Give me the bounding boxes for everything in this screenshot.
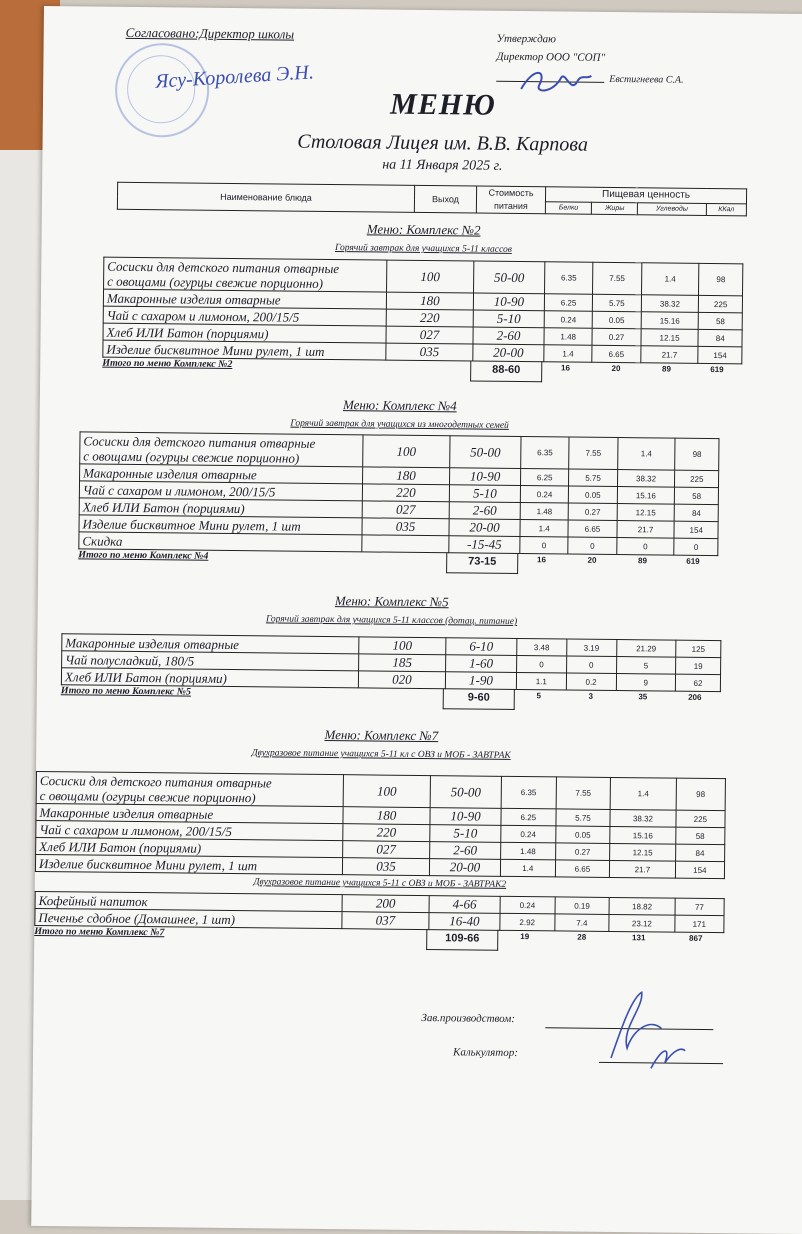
dish-name xyxy=(35,854,342,874)
dish-carbs: 38.32 xyxy=(617,470,675,488)
col-kcal: ККал xyxy=(706,203,746,216)
dish-kcal: 154 xyxy=(674,521,718,538)
dish-cost: 50-00 xyxy=(450,436,521,469)
col-proteins: Белки xyxy=(545,201,591,214)
dish-proteins: 6.25 xyxy=(521,469,569,487)
dish-proteins: 1.48 xyxy=(501,842,556,860)
dish-name-line: Изделие бисквитное Мини рулет, 1 шт xyxy=(82,515,301,534)
dish-proteins: 1.4 xyxy=(500,859,555,877)
dish-name-line: Хлеб ИЛИ Батон (порциями) xyxy=(39,838,202,856)
total-label: Итого по меню Комплекс №7 xyxy=(34,925,165,939)
dish-kcal: 58 xyxy=(675,827,724,845)
dish-name xyxy=(36,771,343,806)
dish-name xyxy=(104,257,387,292)
dish-fats: 0.05 xyxy=(555,826,610,844)
dish-fats: 0.27 xyxy=(592,328,640,346)
dish-kcal: 154 xyxy=(698,346,742,363)
complex-subtitle: Горячий завтрак для учащихся 5-11 классов xyxy=(335,243,512,255)
total-cost: 9-60 xyxy=(443,688,515,710)
total-fats: 3 xyxy=(588,691,594,701)
menu-table xyxy=(61,633,722,692)
dish-fats: 7.4 xyxy=(554,914,609,932)
dish-cost: 5-10 xyxy=(473,310,544,328)
dish-kcal: 84 xyxy=(698,329,742,346)
total-label: Итого по меню Комплекс №5 xyxy=(60,685,191,698)
dish-output: 100 xyxy=(359,637,446,655)
dish-proteins: 3.48 xyxy=(517,638,567,656)
dish-proteins: 0.24 xyxy=(500,896,555,914)
dish-kcal: 58 xyxy=(675,487,719,504)
dish-output: 027 xyxy=(386,326,473,344)
col-fats: Жиры xyxy=(592,202,638,215)
dish-proteins: 0.24 xyxy=(544,311,592,329)
dish-kcal: 98 xyxy=(699,263,743,295)
dish-cost: 2-60 xyxy=(430,842,501,860)
dish-proteins: 6.35 xyxy=(521,437,570,470)
dish-output: 220 xyxy=(343,824,430,842)
dish-carbs: 1.4 xyxy=(610,777,676,810)
complex-title: Меню: Комплекс №5 xyxy=(334,593,449,610)
dish-fats: 6.65 xyxy=(568,520,616,538)
dish-carbs: 15.16 xyxy=(617,487,675,505)
page-subtitle: Столовая Лицея им. В.В. Карпова xyxy=(297,130,589,156)
dish-name-line: Скидка xyxy=(82,532,123,549)
dish-cost: 1-60 xyxy=(446,655,517,673)
dish-name-line: Макаронные изделия отварные xyxy=(106,290,281,307)
dish-carbs: 38.32 xyxy=(610,809,676,827)
dish-name-line: Сосиски для детского питания отварные xyxy=(107,258,340,276)
dish-fats: 0 xyxy=(568,537,616,555)
dish-carbs: 18.82 xyxy=(609,897,675,915)
dish-fats: 0.05 xyxy=(592,311,640,329)
dish-fats: 0.05 xyxy=(569,486,617,504)
dish-name-line: Хлеб ИЛИ Батон (порциями) xyxy=(64,668,227,686)
dish-cost: 16-40 xyxy=(429,913,500,931)
complex-subtitle: Горячий завтрак для учащихся 5-11 классов (дотац. питание) xyxy=(265,614,518,627)
dish-name-line: Изделие бисквитное Мини рулет, 1 шт xyxy=(106,341,325,359)
total-carbs: 89 xyxy=(661,364,671,374)
dish-proteins: 1.1 xyxy=(516,672,566,690)
dish-kcal: 77 xyxy=(675,898,724,916)
dish-carbs: 21.7 xyxy=(610,860,676,878)
dish-cost: 50-00 xyxy=(430,776,501,809)
dish-carbs: 1.4 xyxy=(617,438,675,471)
dish-carbs: 21.29 xyxy=(616,640,676,658)
dish-name-line: Чай с сахаром и лимоном, 200/15/5 xyxy=(106,307,300,325)
dish-carbs: 15.16 xyxy=(610,826,676,844)
dish-output: 100 xyxy=(387,260,474,293)
dish-kcal: 58 xyxy=(699,312,743,329)
dish-fats: 7.55 xyxy=(593,262,642,295)
dish-name-line: Изделие бисквитное Мини рулет, 1 шт xyxy=(38,855,258,873)
dish-proteins: 6.35 xyxy=(545,262,594,295)
dish-name-line: Хлеб ИЛИ Батон (порциями) xyxy=(82,498,245,516)
total-fats: 20 xyxy=(611,363,621,374)
dish-name-line: Хлеб ИЛИ Батон (порциями) xyxy=(106,324,269,341)
dish-fats: 0 xyxy=(566,656,616,674)
dish-proteins: 6.25 xyxy=(501,808,556,826)
dish-proteins: 0 xyxy=(517,655,567,673)
dish-output: 100 xyxy=(363,435,450,468)
dish-fats: 5.75 xyxy=(569,469,617,487)
dish-output: 020 xyxy=(358,671,445,689)
dish-carbs: 5 xyxy=(616,657,676,675)
dish-fats: 5.75 xyxy=(556,809,611,827)
dish-cost: 6-10 xyxy=(446,638,517,656)
menu-table xyxy=(35,771,726,879)
total-label: Итого по меню Комплекс №2 xyxy=(102,357,233,370)
dish-cost: 10-90 xyxy=(450,468,521,486)
dish-output: 180 xyxy=(386,292,473,310)
dish-kcal: 62 xyxy=(675,674,720,691)
dish-kcal: 225 xyxy=(676,810,725,828)
dish-name-line: Макаронные изделия отварные xyxy=(65,634,240,652)
dish-name-line: с овощами (огурцы свежие порционно) xyxy=(39,787,256,805)
complex-subtitle: Двухразовое питание учащихся 5-11 кл с ОВЗ и МОБ - ЗАВТРАК xyxy=(251,748,511,761)
total-fats: 20 xyxy=(587,555,597,565)
dish-fats: 0.27 xyxy=(555,843,610,861)
dish-cost: 2-60 xyxy=(473,327,544,345)
dish-cost: 5-10 xyxy=(449,485,520,503)
dish-kcal: 125 xyxy=(676,640,721,657)
dish-proteins: 1.48 xyxy=(544,328,592,346)
menu-date: на 11 Января 2025 г. xyxy=(382,157,503,174)
confirm-name: Евстигнеева С.А. xyxy=(609,73,684,86)
col-carbs: Углеводы xyxy=(638,202,706,215)
dish-output: 220 xyxy=(386,309,473,327)
dish-carbs: 15.16 xyxy=(641,312,699,330)
complex-title: Меню: Комплекс №2 xyxy=(366,221,481,238)
dish-fats: 7.55 xyxy=(569,437,618,470)
dish-carbs: 12.15 xyxy=(641,329,699,347)
dish-fats: 0.19 xyxy=(555,897,610,915)
dish-cost: 20-00 xyxy=(449,519,520,537)
dish-kcal: 84 xyxy=(675,844,724,862)
dish-proteins: 1.4 xyxy=(520,520,568,538)
production-label: Зав.производством: xyxy=(421,1012,516,1025)
confirm-position: Директор ООО "СОП" xyxy=(496,50,606,64)
dish-output: 100 xyxy=(343,775,430,808)
dish-output: 185 xyxy=(359,654,446,672)
dish-proteins: 2.92 xyxy=(500,913,555,931)
total-cost: 109-66 xyxy=(426,929,498,951)
dish-cost: 10-90 xyxy=(473,293,544,311)
dish-name xyxy=(80,432,363,467)
menu-table xyxy=(102,257,743,365)
calculator-label: Калькулятор: xyxy=(453,1046,518,1060)
dish-carbs: 0 xyxy=(616,538,674,556)
dish-name-line: Макаронные изделия отварные xyxy=(83,464,257,482)
dish-cost: 4-66 xyxy=(429,896,500,914)
dish-proteins: 0 xyxy=(520,537,568,555)
total-cost: 73-15 xyxy=(446,552,518,574)
dish-output: 035 xyxy=(362,518,449,536)
dish-carbs: 1.4 xyxy=(641,263,699,296)
dish-name-line: Чай полусладкий, 180/5 xyxy=(65,651,195,669)
total-kcal: 206 xyxy=(688,692,702,702)
dish-kcal: 225 xyxy=(699,295,743,312)
menu-sheet xyxy=(31,6,802,1234)
total-carbs: 131 xyxy=(632,933,646,943)
dish-kcal: 0 xyxy=(674,538,718,555)
dish-fats: 0.2 xyxy=(566,673,616,691)
dish-kcal: 84 xyxy=(675,504,719,521)
total-label: Итого по меню Комплекс №4 xyxy=(78,549,209,562)
col-cost: Стоимость питания xyxy=(476,186,545,214)
dish-cost: 20-00 xyxy=(473,344,544,362)
dish-kcal: 171 xyxy=(675,915,724,933)
dish-output: 180 xyxy=(363,467,450,485)
total-carbs: 35 xyxy=(638,692,648,702)
dish-output: 200 xyxy=(342,895,429,913)
dish-carbs: 21.7 xyxy=(617,521,675,539)
dish-fats: 3.19 xyxy=(566,639,616,657)
dish-name-line: Чай с сахаром и лимоном, 200/15/5 xyxy=(82,481,276,499)
director-signature: Ясу-Королева Э.Н. xyxy=(154,61,315,93)
dish-cost: 20-00 xyxy=(429,859,500,877)
total-proteins: 5 xyxy=(536,691,542,701)
dish-cost: 50-00 xyxy=(474,261,545,294)
total-kcal: 867 xyxy=(689,933,703,943)
dish-kcal: 225 xyxy=(675,470,719,487)
total-proteins: 19 xyxy=(520,932,530,942)
dish-carbs: 23.12 xyxy=(609,914,675,932)
dish-name-line: Чай с сахаром и лимоном, 200/15/5 xyxy=(39,821,232,839)
dish-output: 220 xyxy=(362,484,449,502)
dish-cost: 1-90 xyxy=(445,672,516,690)
dish-cost: 10-90 xyxy=(430,808,501,826)
total-carbs: 89 xyxy=(637,556,647,566)
dish-proteins: 1.4 xyxy=(544,345,592,363)
complex-title: Меню: Комплекс №4 xyxy=(342,397,457,414)
dish-fats: 5.75 xyxy=(593,294,641,312)
dish-kcal: 98 xyxy=(675,438,719,470)
dish-output: 027 xyxy=(362,501,449,519)
dish-carbs: 38.32 xyxy=(641,295,699,313)
column-header xyxy=(117,182,747,217)
staff-signatures xyxy=(581,988,692,1079)
dish-cost: 5-10 xyxy=(430,825,501,843)
total-kcal: 619 xyxy=(686,556,700,566)
dish-proteins: 6.35 xyxy=(501,776,556,809)
dish-carbs: 9 xyxy=(616,674,676,692)
dish-fats: 7.55 xyxy=(556,777,611,810)
dish-kcal: 98 xyxy=(676,778,726,811)
dish-kcal: 154 xyxy=(675,861,724,879)
dish-fats: 0.27 xyxy=(568,503,616,521)
menu-table xyxy=(78,431,719,556)
dish-fats: 6.65 xyxy=(555,860,610,878)
dish-kcal: 19 xyxy=(676,657,721,674)
dish-carbs: 12.15 xyxy=(617,504,675,522)
dish-name-line: Кофейный напиток xyxy=(38,892,148,909)
dish-name-line: Сосиски для детского питания отварные xyxy=(39,772,272,790)
dish-name-line: с овощами (огурцы свежие порционно) xyxy=(83,447,300,466)
dish-output: 035 xyxy=(386,343,473,361)
complex-subtitle-2: Двухразовое питание учащихся 5-11 с ОВЗ и МОБ - ЗАВТРАК2 xyxy=(253,877,507,890)
total-fats: 28 xyxy=(577,932,587,942)
dish-name-line: с овощами (огурцы свежие порционно) xyxy=(107,273,324,291)
page-title: МЕНЮ xyxy=(389,87,497,122)
approved-label: Согласовано:Директор школы xyxy=(125,24,295,42)
complex-subtitle: Горячий завтрак для учащихся из многодетных семей xyxy=(290,418,509,431)
col-name: Наименование блюда xyxy=(117,182,414,212)
dish-name-line: Макаронные изделия отварные xyxy=(39,804,214,822)
dish-carbs: 12.15 xyxy=(610,843,676,861)
dish-name-line: Сосиски для детского питания отварные xyxy=(83,432,316,451)
total-proteins: 16 xyxy=(560,363,570,373)
dish-output: 035 xyxy=(342,858,429,876)
dish-output: 180 xyxy=(343,807,430,825)
dish-output: 037 xyxy=(342,912,429,930)
total-cost: 88-60 xyxy=(470,360,542,382)
col-nutrition: Пищевая ценность xyxy=(545,187,746,204)
dish-fats: 6.65 xyxy=(592,345,640,363)
confirm-label: Утверждаю xyxy=(496,32,557,46)
dish-proteins: 6.25 xyxy=(544,294,592,312)
dish-name-line: Печенье сдобное (Домашнее, 1 шт) xyxy=(38,909,236,927)
total-proteins: 16 xyxy=(536,555,546,565)
dish-proteins: 0.24 xyxy=(501,825,556,843)
dish-proteins: 1.48 xyxy=(520,503,568,521)
complex-title: Меню: Комплекс №7 xyxy=(324,726,439,744)
dish-cost: 2-60 xyxy=(449,502,520,520)
total-kcal: 619 xyxy=(710,364,724,375)
dish-proteins: 0.24 xyxy=(520,486,568,504)
dish-carbs: 21.7 xyxy=(640,346,698,364)
dish-cost: -15-45 xyxy=(449,536,520,554)
dish-output xyxy=(362,535,449,553)
dish-output: 027 xyxy=(343,841,430,859)
col-output: Выход xyxy=(414,185,476,213)
